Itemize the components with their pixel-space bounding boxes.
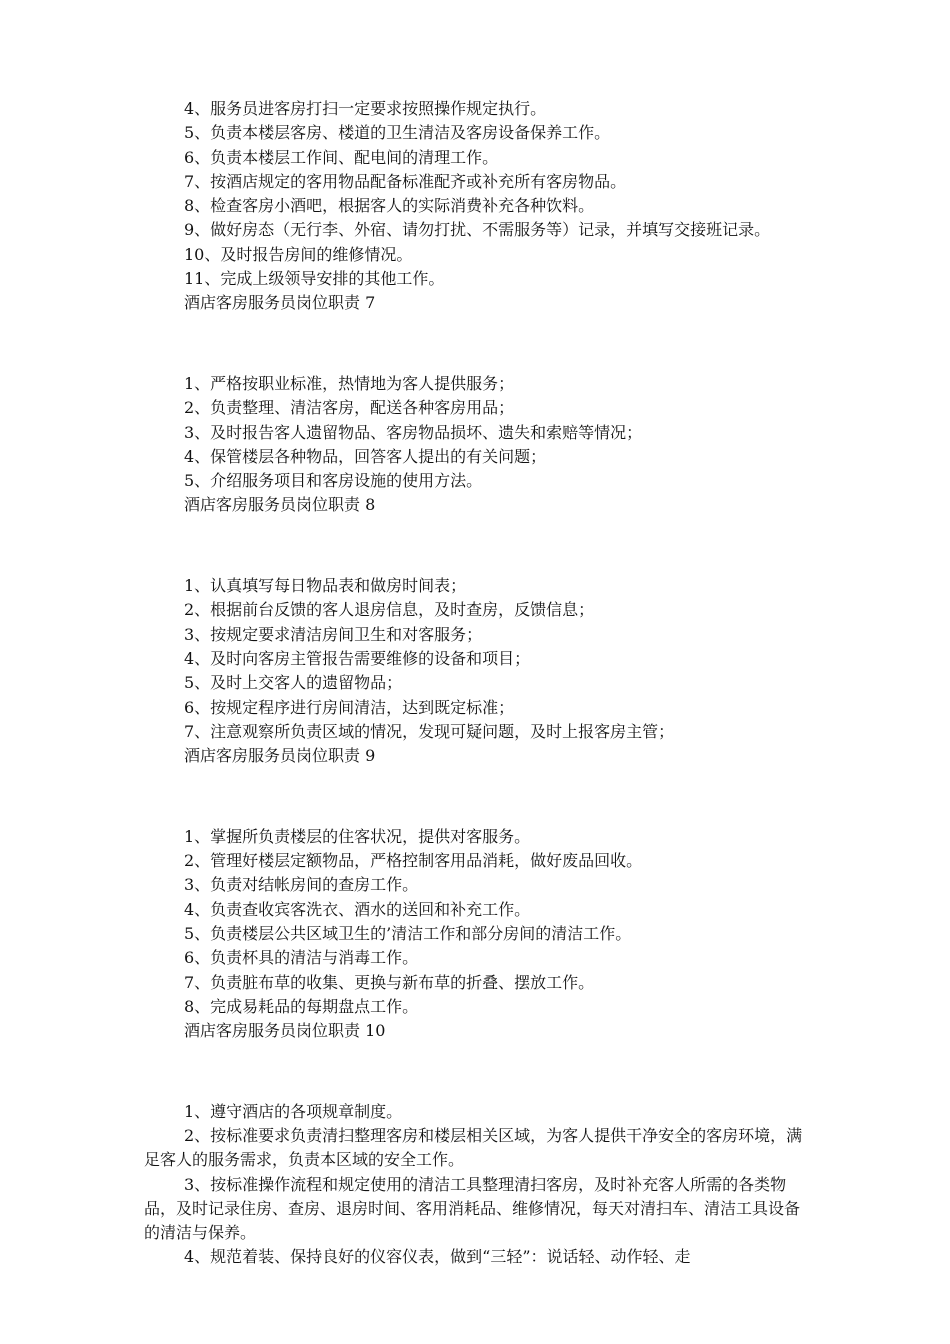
list-item: 2、负责整理、清洁客房，配送各种客房用品； xyxy=(184,398,515,418)
list-item: 1、遵守酒店的各项规章制度。 xyxy=(184,1101,403,1121)
list-item: 3、负责对结帐房间的查房工作。 xyxy=(184,875,419,895)
list-item: 7、负责脏布草的收集、更换与新布草的折叠、摆放工作。 xyxy=(184,972,595,992)
list-item: 11、完成上级领导安排的其他工作。 xyxy=(184,269,445,289)
list-item: 5、负责本楼层客房、楼道的卫生清洁及客房设备保养工作。 xyxy=(184,123,611,143)
list-item: 5、及时上交客人的遗留物品； xyxy=(184,673,403,693)
list-item: 4、服务员进客房打扫一定要求按照操作规定执行。 xyxy=(184,99,547,118)
list-item: 4、保管楼层各种物品，回答客人提出的有关问题； xyxy=(184,446,547,466)
list-item: 1、严格按职业标准，热情地为客人提供服务； xyxy=(184,373,515,393)
list-item: 4、负责查收宾客洗衣、酒水的送回和补充工作。 xyxy=(184,899,531,919)
list-item: 3、按规定要求清洁房间卫生和对客服务； xyxy=(184,624,483,644)
list-item: 2、管理好楼层定额物品，严格控制客用品消耗，做好废品回收。 xyxy=(184,851,643,871)
list-item: 5、负责楼层公共区域卫生的’清洁工作和部分房间的清洁工作。 xyxy=(184,923,632,943)
document-page xyxy=(144,97,808,1270)
section-heading: 酒店客房服务员岗位职责 7 xyxy=(184,293,376,313)
section-heading: 酒店客房服务员岗位职责 8 xyxy=(184,495,376,515)
list-item: 8、检查客房小酒吧，根据客人的实际消费补充各种饮料。 xyxy=(184,196,595,216)
list-item: 7、注意观察所负责区域的情况，发现可疑问题，及时上报客房主管； xyxy=(184,721,675,741)
list-item: 3、按标准操作流程和规定使用的清洁工具整理清扫客房，及时补充客人所需的各类物品，及时记录住房、查房、退房时间、客用消耗品、维修情况，每天对清扫车、清洁工具设备的清洁与保养。 xyxy=(144,1174,801,1243)
blank-line xyxy=(144,1059,808,1083)
list-item: 1、认真填写每日物品表和做房时间表； xyxy=(184,576,467,596)
list-item: 5、介绍服务项目和客房设施的使用方法。 xyxy=(184,471,483,491)
list-item: 4、及时向客房主管报告需要维修的设备和项目； xyxy=(184,648,531,668)
list-item: 4、规范着装、保持良好的仪容仪表，做到“三轻”：说话轻、动作轻、走 xyxy=(184,1247,691,1267)
blank-line xyxy=(144,784,808,808)
list-item: 6、负责杯具的清洁与消毒工作。 xyxy=(184,948,419,968)
list-item: 10、及时报告房间的维修情况。 xyxy=(184,244,413,264)
blank-line xyxy=(144,332,808,356)
list-item: 9、做好房态（无行李、外宿、请勿打扰、不需服务等）记录，并填写交接班记录。 xyxy=(184,220,771,240)
list-item: 6、负责本楼层工作间、配电间的清理工作。 xyxy=(184,147,499,167)
list-item: 7、按酒店规定的客用物品配备标准配齐或补充所有客房物品。 xyxy=(184,171,627,191)
list-item: 3、及时报告客人遗留物品、客房物品损坏、遗失和索赔等情况； xyxy=(184,422,643,442)
section-heading: 酒店客房服务员岗位职责 9 xyxy=(184,746,376,766)
list-item: 2、根据前台反馈的客人退房信息，及时查房，反馈信息； xyxy=(184,600,595,620)
list-item: 8、完成易耗品的每期盘点工作。 xyxy=(184,996,419,1016)
list-item: 2、按标准要求负责清扫整理客房和楼层相关区域，为客人提供干净安全的客房环境，满足客人的服务需求，负责本区域的安全工作。 xyxy=(144,1125,803,1170)
list-item: 6、按规定程序进行房间清洁，达到既定标准； xyxy=(184,697,515,717)
blank-line xyxy=(144,534,808,558)
list-item: 1、掌握所负责楼层的住客状况，提供对客服务。 xyxy=(184,826,531,846)
section-heading: 酒店客房服务员岗位职责 10 xyxy=(184,1021,386,1041)
